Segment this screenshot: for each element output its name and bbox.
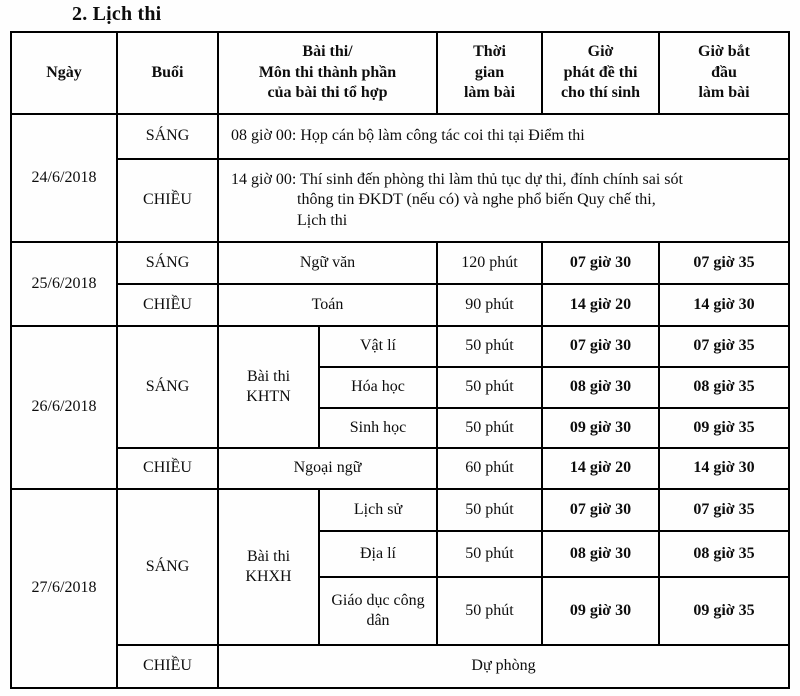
date-cell-26-6: 26/6/2018 <box>11 326 117 489</box>
start-time-cell: 09 giờ 35 <box>659 408 789 448</box>
table-row <box>11 159 789 242</box>
start-time-cell: 08 giờ 35 <box>659 367 789 408</box>
subject-cell: Ngoại ngữ <box>218 448 437 489</box>
header-thoi-gian-line: gian <box>474 63 505 81</box>
start-time-cell: 07 giờ 35 <box>659 489 789 531</box>
activity-line: 14 giờ 00: Thí sinh đến phòng thi làm thủ tục dự thi, đính chính sai sót <box>231 170 683 188</box>
start-time-cell: 07 giờ 35 <box>659 242 789 284</box>
header-thoi-gian <box>437 32 542 114</box>
subject-cell: Giáo dục công dân <box>319 577 437 645</box>
session-cell-sang: SÁNG <box>117 242 218 284</box>
exam-group-cell-khtn <box>218 326 319 448</box>
header-bai-thi-line: của bài thi tổ hợp <box>267 84 388 102</box>
header-thoi-gian-line: làm bài <box>463 84 516 102</box>
subject-cell: Hóa học <box>319 367 437 408</box>
duration-cell: 50 phút <box>437 531 542 577</box>
table-row <box>11 489 789 531</box>
duration-cell: 120 phút <box>437 242 542 284</box>
exam-group-line: KHTN <box>246 388 291 405</box>
header-gio-phat-line: cho thí sinh <box>560 84 641 102</box>
handout-time-cell: 08 giờ 30 <box>542 531 659 577</box>
exam-group-cell-khxh <box>218 489 319 645</box>
activity-line: Lịch thi <box>297 211 348 229</box>
handout-time-cell: 07 giờ 30 <box>542 242 659 284</box>
exam-group-line: KHXH <box>245 568 292 585</box>
start-time-cell: 14 giờ 30 <box>659 284 789 326</box>
start-time-cell: 07 giờ 35 <box>659 326 789 367</box>
subject-cell: Sinh học <box>319 408 437 448</box>
duration-cell: 60 phút <box>437 448 542 489</box>
handout-time-cell: 07 giờ 30 <box>542 326 659 367</box>
session-cell-chieu: CHIỀU <box>117 159 218 242</box>
duration-cell: 50 phút <box>437 326 542 367</box>
date-cell-24-6: 24/6/2018 <box>11 114 117 242</box>
header-ngay: Ngày <box>11 32 117 114</box>
date-cell-25-6: 25/6/2018 <box>11 242 117 326</box>
handout-time-cell: 09 giờ 30 <box>542 408 659 448</box>
exam-schedule-table <box>10 31 790 689</box>
duration-cell: 50 phút <box>437 489 542 531</box>
page-title: 2. Lịch thi <box>72 3 162 25</box>
session-cell-chieu: CHIỀU <box>117 284 218 326</box>
duration-cell: 50 phút <box>437 408 542 448</box>
subject-cell: Lịch sử <box>319 489 437 531</box>
activity-cell-reserve: Dự phòng <box>218 645 789 688</box>
session-cell-sang: SÁNG <box>117 114 218 159</box>
header-gio-phat <box>542 32 659 114</box>
header-row <box>11 32 789 114</box>
table-row <box>11 645 789 688</box>
table-row <box>11 448 789 489</box>
subject-cell: Toán <box>218 284 437 326</box>
exam-group-line: Bài thi <box>246 547 291 565</box>
duration-cell: 50 phút <box>437 577 542 645</box>
activity-cell-morning-24: 08 giờ 00: Họp cán bộ làm công tác coi thi tại Điểm thi <box>218 114 789 159</box>
start-time-cell: 14 giờ 30 <box>659 448 789 489</box>
activity-line: thông tin ĐKDT (nếu có) và nghe phổ biến Quy chế thi, <box>297 191 656 209</box>
start-time-cell: 08 giờ 35 <box>659 531 789 577</box>
exam-group-line: Bài thi <box>246 367 291 385</box>
duration-cell: 50 phút <box>437 367 542 408</box>
session-cell-sang: SÁNG <box>117 326 218 448</box>
handout-time-cell: 07 giờ 30 <box>542 489 659 531</box>
header-bai-thi-line: Môn thi thành phần <box>258 63 397 81</box>
start-time-cell: 09 giờ 35 <box>659 577 789 645</box>
header-bai-thi-line: Bài thi/ <box>302 43 353 61</box>
table-row <box>11 242 789 284</box>
header-gio-bat-dau-line: làm bài <box>698 84 750 102</box>
handout-time-cell: 08 giờ 30 <box>542 367 659 408</box>
session-cell-chieu: CHIỀU <box>117 645 218 688</box>
date-cell-27-6: 27/6/2018 <box>11 489 117 688</box>
session-cell-sang: SÁNG <box>117 489 218 645</box>
handout-time-cell: 14 giờ 20 <box>542 448 659 489</box>
header-thoi-gian-line: Thời <box>473 43 506 61</box>
subject-cell: Địa lí <box>319 531 437 577</box>
activity-cell-afternoon-24 <box>218 159 789 242</box>
subject-cell: Vật lí <box>319 326 437 367</box>
header-bai-thi <box>218 32 437 114</box>
subject-cell: Ngữ văn <box>218 242 437 284</box>
header-gio-bat-dau-line: đầu <box>711 63 737 81</box>
table-row <box>11 326 789 367</box>
table-row <box>11 284 789 326</box>
duration-cell: 90 phút <box>437 284 542 326</box>
header-gio-bat-dau-line: Giờ bắt <box>698 43 750 61</box>
header-gio-bat-dau <box>659 32 789 114</box>
handout-time-cell: 14 giờ 20 <box>542 284 659 326</box>
handout-time-cell: 09 giờ 30 <box>542 577 659 645</box>
header-gio-phat-line: phát đề thi <box>563 63 638 81</box>
table-row <box>11 114 789 159</box>
header-gio-phat-line: Giờ <box>587 43 614 61</box>
session-cell-chieu: CHIỀU <box>117 448 218 489</box>
header-buoi: Buổi <box>117 32 218 114</box>
